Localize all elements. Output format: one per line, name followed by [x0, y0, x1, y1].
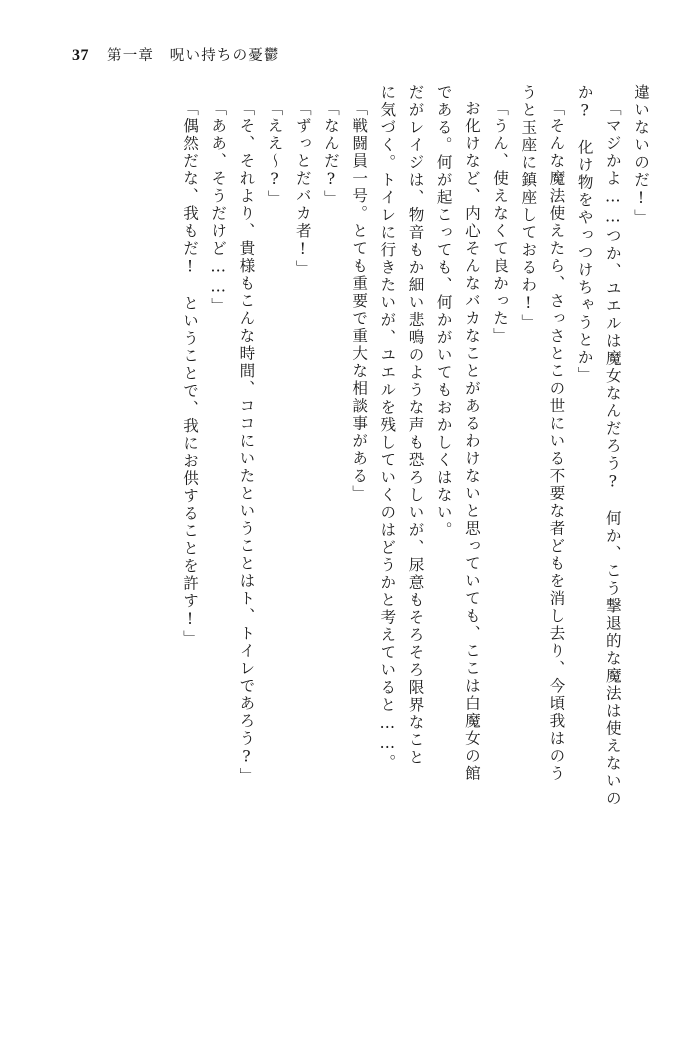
page-number: 37 — [72, 47, 89, 64]
text-line: 「マジかよ……つか、ユエルは魔女なんだろう? 何か、こう撃退的な魔法は使えないの — [603, 100, 622, 808]
text-line: 「戦闘員一号。とても重要で重大な相談事がある」 — [350, 100, 369, 503]
text-line: 「なんだ?」 — [321, 100, 340, 208]
text-line: 「ええ～?」 — [265, 100, 284, 208]
text-line: 違いないのだ!」 — [632, 84, 650, 227]
page-header — [72, 44, 280, 65]
text-line: うと玉座に鎮座しておるわ!」 — [519, 84, 538, 332]
chapter-title: 第一章 呪い持ちの憂鬱 — [107, 48, 280, 64]
text-line: 「ずっとだバカ者!」 — [293, 100, 312, 278]
text-line: だがレイジは、物音もか細い悲鳴のような声も恐ろしいが、尿意もそろそろ限界なこと — [406, 84, 425, 767]
text-line: 「そ、それより、貴様もこんな時間、ココにいたということはト、トイレであろう?」 — [237, 100, 256, 785]
text-line: である。何が起こっても、何かがいてもおかしくはない。 — [434, 84, 453, 539]
text-line: 「偶然だな、我もだ! ということで、我にお供することを許す!」 — [181, 100, 199, 648]
vertical-body-text — [58, 84, 648, 984]
text-line: 「ああ、そうだけど……」 — [209, 100, 228, 315]
text-line: 「うん、使えなくて良かった」 — [491, 100, 510, 345]
text-line: に気づく。トイレに行きたいが、ユエルを残していくのはどうかと考えていると……。 — [378, 84, 397, 772]
text-line: 「そんな魔法使えたら、さっさとこの世にいる不要な者どもを消し去り、今頃我はのう — [547, 100, 566, 783]
text-line: か? 化け物をやっつけちゃうとか」 — [575, 84, 594, 384]
text-line: お化けなど、内心そんなバカなことがあるわけないと思っていても、ここは白魔女の館 — [462, 100, 481, 783]
